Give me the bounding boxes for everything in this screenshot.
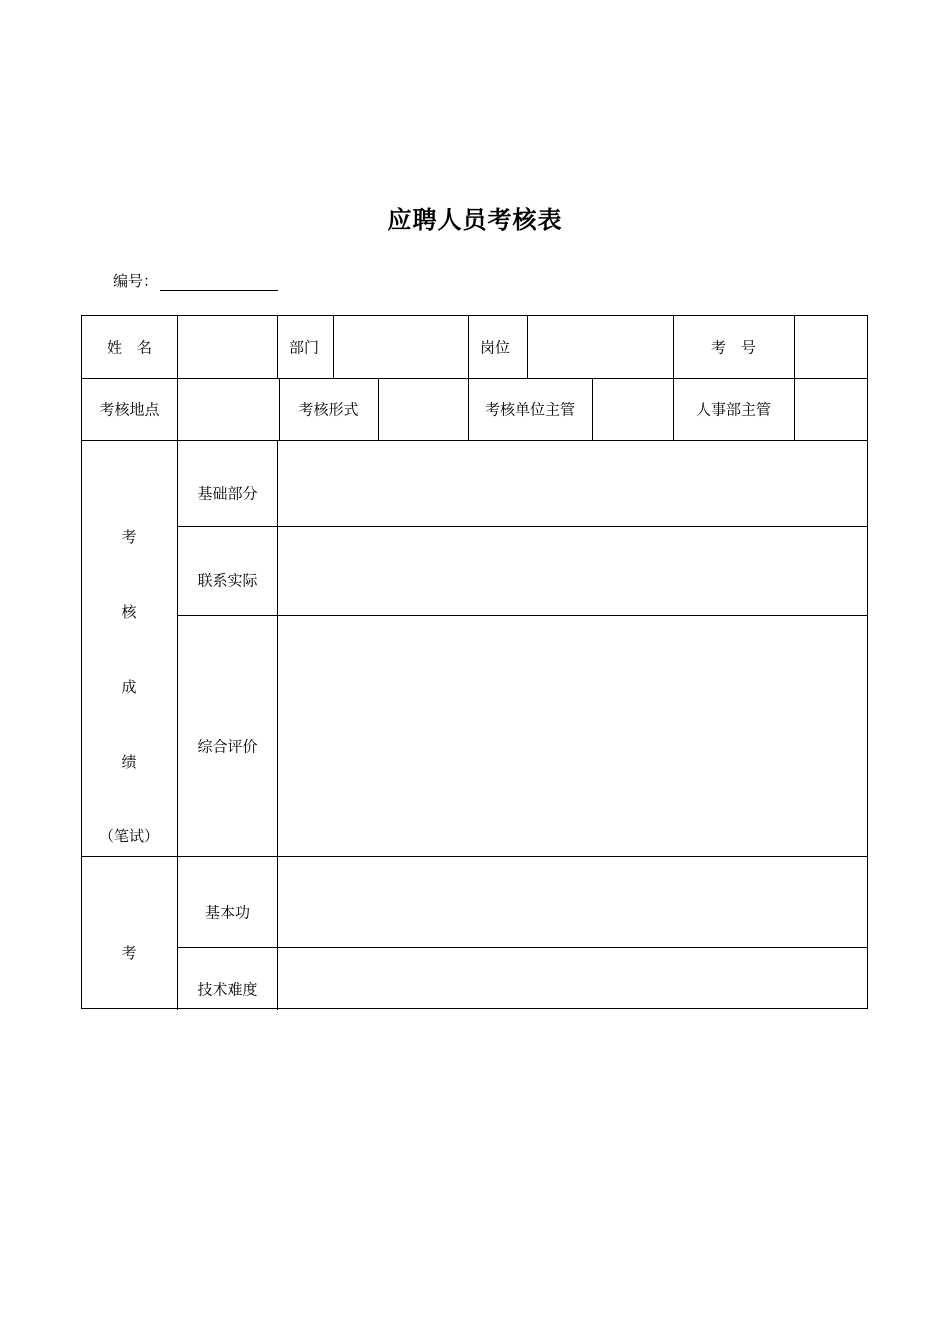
- basic-section-value-cell[interactable]: [278, 441, 868, 526]
- exam-format-label: 考核形式: [298, 400, 359, 419]
- name-value-cell[interactable]: [178, 317, 277, 377]
- position-value-cell[interactable]: [528, 317, 673, 377]
- exam-location-label: 考核地点: [99, 400, 160, 419]
- department-label: 部门: [289, 338, 320, 357]
- practical-application-label: 联系实际: [197, 571, 258, 590]
- serial-number-label: 编号：: [113, 272, 159, 290]
- written-score-heading-char: 绩: [121, 753, 137, 771]
- overall-evaluation-label: 综合评价: [197, 737, 258, 756]
- exam-format-value-cell[interactable]: [379, 379, 468, 439]
- basic-section-label: 基础部分: [197, 484, 258, 503]
- serial-number-field: [113, 270, 278, 291]
- department-value-cell[interactable]: [334, 317, 468, 377]
- written-score-heading-char: 考: [121, 528, 137, 546]
- practical-score-heading-char: 考: [121, 944, 137, 962]
- exam-unit-supervisor-value-cell[interactable]: [593, 379, 673, 439]
- fundamentals-label: 基本功: [204, 903, 250, 922]
- hr-supervisor-value-cell[interactable]: [795, 379, 868, 439]
- exam-number-value-cell[interactable]: [795, 317, 868, 377]
- assessment-table: [81, 315, 868, 1009]
- name-label: 姓 名: [106, 338, 152, 357]
- col-divider: [277, 316, 278, 378]
- overall-evaluation-value-cell[interactable]: [278, 616, 868, 856]
- written-score-heading-char: 核: [121, 603, 137, 621]
- technical-difficulty-value-cell[interactable]: [278, 948, 868, 1009]
- exam-unit-supervisor-label: 考核单位主管: [484, 400, 575, 419]
- written-score-heading-note: （笔试）: [98, 827, 159, 845]
- hr-supervisor-label: 人事部主管: [695, 400, 771, 419]
- written-score-heading-char: 成: [121, 678, 137, 696]
- practical-application-value-cell[interactable]: [278, 527, 868, 615]
- fundamentals-value-cell[interactable]: [278, 857, 868, 947]
- exam-location-value-cell[interactable]: [178, 379, 279, 439]
- form-title: 应聘人员考核表: [387, 205, 563, 234]
- position-label: 岗位: [480, 338, 511, 357]
- exam-number-label: 考 号: [710, 338, 756, 357]
- col-divider: [177, 440, 178, 1010]
- serial-number-input-line[interactable]: [160, 274, 278, 291]
- col-divider: [468, 316, 469, 378]
- technical-difficulty-label: 技术难度: [197, 980, 258, 999]
